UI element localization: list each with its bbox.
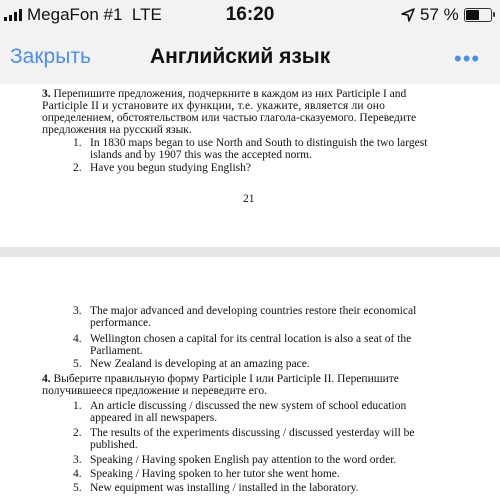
list-item-number: 2.	[73, 162, 82, 174]
list-item-text: Speaking / Having spoken English pay attention to the word order.	[90, 454, 397, 466]
page-title: Английский язык	[150, 45, 331, 68]
document-page-22	[0, 257, 500, 499]
task3-line: Participle II и установите их функции, т.е. укажите, является ли оно	[42, 100, 386, 112]
task4-number: 4.	[42, 373, 51, 385]
list-item-number: 1.	[73, 400, 82, 412]
close-button[interactable]: Закрыть	[10, 45, 91, 68]
list-item-text: Speaking / Having spoken to her tutor she went home.	[90, 468, 340, 480]
list-item-text: In 1830 maps began to use North and South to distinguish the two largest	[90, 137, 428, 149]
battery-percent: 57 %	[420, 5, 459, 24]
list-item-text: New equipment was installing / installed in the laboratory.	[90, 482, 359, 494]
list-item-number: 4.	[73, 468, 82, 480]
status-time: 16:20	[225, 4, 275, 25]
battery-icon	[464, 8, 492, 22]
list-item-text: The major advanced and developing countries restore their economical	[90, 305, 417, 317]
list-item-text: appeared in all newspapers.	[90, 412, 218, 424]
task4-line: получившееся предложение и переведите его.	[42, 385, 267, 397]
list-item-text: An article discussing / discussed the new system of school education	[90, 400, 407, 412]
location-arrow-icon	[401, 8, 415, 22]
task4-heading: 4. Выберите правильную форму Participle I или Participle II. Перепишите	[42, 373, 399, 385]
page-number: 21	[243, 193, 255, 205]
list-item-text: Have you begun studying English?	[90, 162, 251, 174]
list-item-text: performance.	[90, 317, 151, 329]
list-item-text: The results of the experiments discussing / discussed yesterday will be	[90, 427, 415, 439]
list-item-number: 4.	[73, 333, 82, 345]
network-type: LTE	[131, 5, 162, 24]
list-item-number: 5.	[73, 482, 82, 494]
nav-bar	[0, 30, 500, 84]
task3-line: определением, обстоятельством или частью глагола-сказуемого. Переведите	[42, 112, 417, 124]
carrier-label: MegaFon #1 LTE	[27, 5, 162, 24]
document-page-21	[0, 84, 500, 247]
list-item-text: islands and by 1907 this was the accepted norm.	[90, 149, 312, 161]
list-item-number: 1.	[73, 137, 82, 149]
more-options-button[interactable]: •••	[454, 46, 481, 71]
list-item-text: New Zealand is developing at an amazing pace.	[90, 358, 310, 370]
battery-fill	[466, 10, 479, 20]
list-item-text: published.	[90, 439, 138, 451]
list-item-number: 2.	[73, 427, 82, 439]
task3-number: 3.	[42, 88, 51, 100]
list-item-text: Wellington chosen a capital for its central location is also a seat of the	[90, 333, 412, 345]
status-bar	[0, 0, 500, 30]
list-item-number: 5.	[73, 358, 82, 370]
list-item-number: 3.	[73, 454, 82, 466]
task3-line: предложения на русский язык.	[42, 124, 192, 136]
list-item-number: 3.	[73, 305, 82, 317]
task3-heading: 3. Перепишите предложения, подчеркните в каждом из них Participle I and	[42, 88, 407, 100]
list-item-text: Parliament.	[90, 345, 143, 357]
